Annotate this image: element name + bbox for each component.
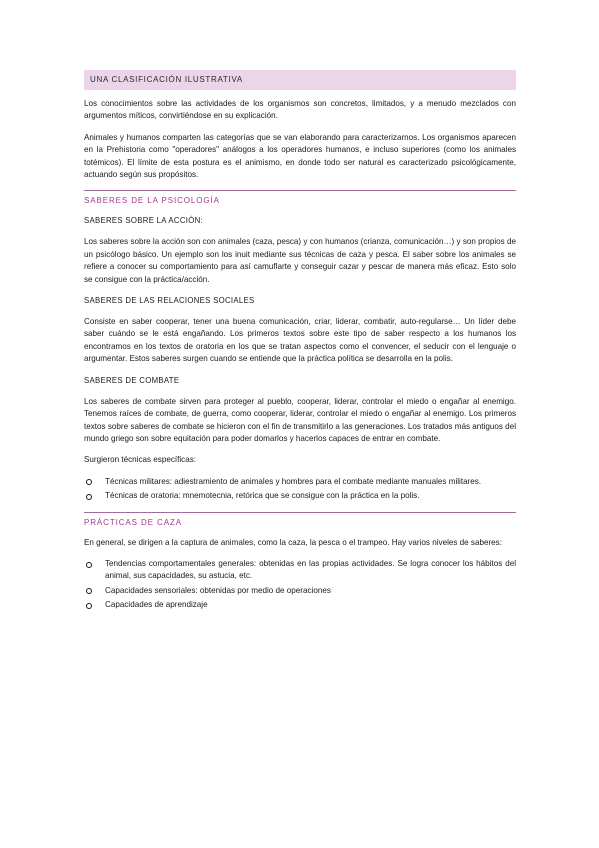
- list-item: [84, 476, 516, 488]
- section-banner: UNA CLASIFICACIÓN ILUSTRATIVA: [84, 70, 516, 90]
- list-item: [84, 490, 516, 502]
- circle-bullet-icon: [86, 479, 92, 485]
- tecnicas-list: [84, 476, 516, 503]
- paragraph-tecnicas-intro: Surgieron técnicas específicas:: [84, 455, 197, 465]
- paragraph-relaciones: Consiste en saber cooperar, tener una buena comunicación, criar, liderar, combatir, auto-regularse… Un líder debe saber cuándo se le está engañando. Los primeros textos sobre este tipo de saber respecto a los humanos los encontramos en los textos de oratoria en los que se tratan aspectos como el convencer, el seducir con el lenguaje o argumentar. Estos saberes surgen cuando se entiende que la práctica política se desarrolla en la polis.: [84, 317, 516, 364]
- section-title-caza: PRÁCTICAS DE CAZA: [84, 517, 182, 527]
- list-item-text: Capacidades de aprendizaje: [105, 600, 208, 610]
- circle-bullet-icon: [86, 588, 92, 594]
- paragraph-combate: Los saberes de combate sirven para proteger al pueblo, cooperar, liderar, controlar el miedo o engañar al enemigo. Tenemos raíces de combate, de guerra, como cooperar, liderar, controlar el miedo o engañar al enemigo. Los primeros textos sobre saberes de combate se hicieron con el fin de transmitirlo a las generaciones. Los tratados más antiguos del mundo griego son sobre equitación para poder domarlos y hacerlos capaces de entrar en combate.: [84, 396, 516, 443]
- circle-bullet-icon: [86, 494, 92, 500]
- page-content: [84, 70, 516, 621]
- circle-bullet-icon: [86, 562, 92, 568]
- list-item: [84, 585, 516, 597]
- intro-paragraph-2: Animales y humanos comparten las categorías que se van elaborando para caracterizarnos. Los organismos aparecen en la Prehistoria como "operadores" análogos a los operadores humanos, e incluso superiores (como los animales totémicos). El límite de esta postura es el animismo, en donde todo ser natural es caracterizado psicológicamente, actuando según sus propósitos.: [84, 132, 516, 180]
- subheading-accion: SABERES SOBRE LA ACCIÓN:: [84, 216, 203, 226]
- list-item-text: Tendencias comportamentales generales: obtenidas en las propias actividades. Se logra conocer los hábitos del animal, sus capacidades, su astucia, etc.: [105, 558, 516, 581]
- section-divider: [84, 190, 516, 191]
- paragraph-accion: Los saberes sobre la acción son con animales (caza, pesca) y con humanos (crianza, comunicación…) y son propios de un psicólogo básico. Un ejemplo son los inuit mediante sus técnicas de caza y pesca. El saber sobre los animales se refiere a conocer su comportamiento para así camuflarte y conseguir cazar y pescar de manera más eficaz. Esto solo se consigue con la práctica/acción.: [84, 237, 516, 284]
- list-item-text: Capacidades sensoriales: obtenidas por medio de operaciones: [105, 585, 331, 595]
- section-title-psicologia: SABERES DE LA PSICOLOGÍA: [84, 196, 220, 206]
- circle-bullet-icon: [86, 603, 92, 609]
- list-item: [84, 599, 516, 611]
- subheading-relaciones: SABERES DE LAS RELACIONES SOCIALES: [84, 296, 255, 306]
- paragraph-caza: En general, se dirigen a la captura de animales, como la caza, la pesca o el trampeo. Hay varios niveles de saberes:: [84, 537, 502, 547]
- list-item: [84, 558, 516, 583]
- niveles-list: [84, 558, 516, 612]
- section-divider: [84, 512, 516, 513]
- list-item-text: Técnicas militares: adiestramiento de animales y hombres para el combate mediante manuales militares.: [105, 476, 482, 486]
- list-item-text: Técnicas de oratoria: mnemotecnia, retórica que se consigue con la práctica en la polis.: [105, 491, 420, 501]
- subheading-combate: SABERES DE COMBATE: [84, 375, 180, 385]
- intro-paragraph-1: Los conocimientos sobre las actividades de los organismos son concretos, limitados, y a menudo mezclados con argumentos míticos, convirtiéndose en su explicación.: [84, 99, 516, 121]
